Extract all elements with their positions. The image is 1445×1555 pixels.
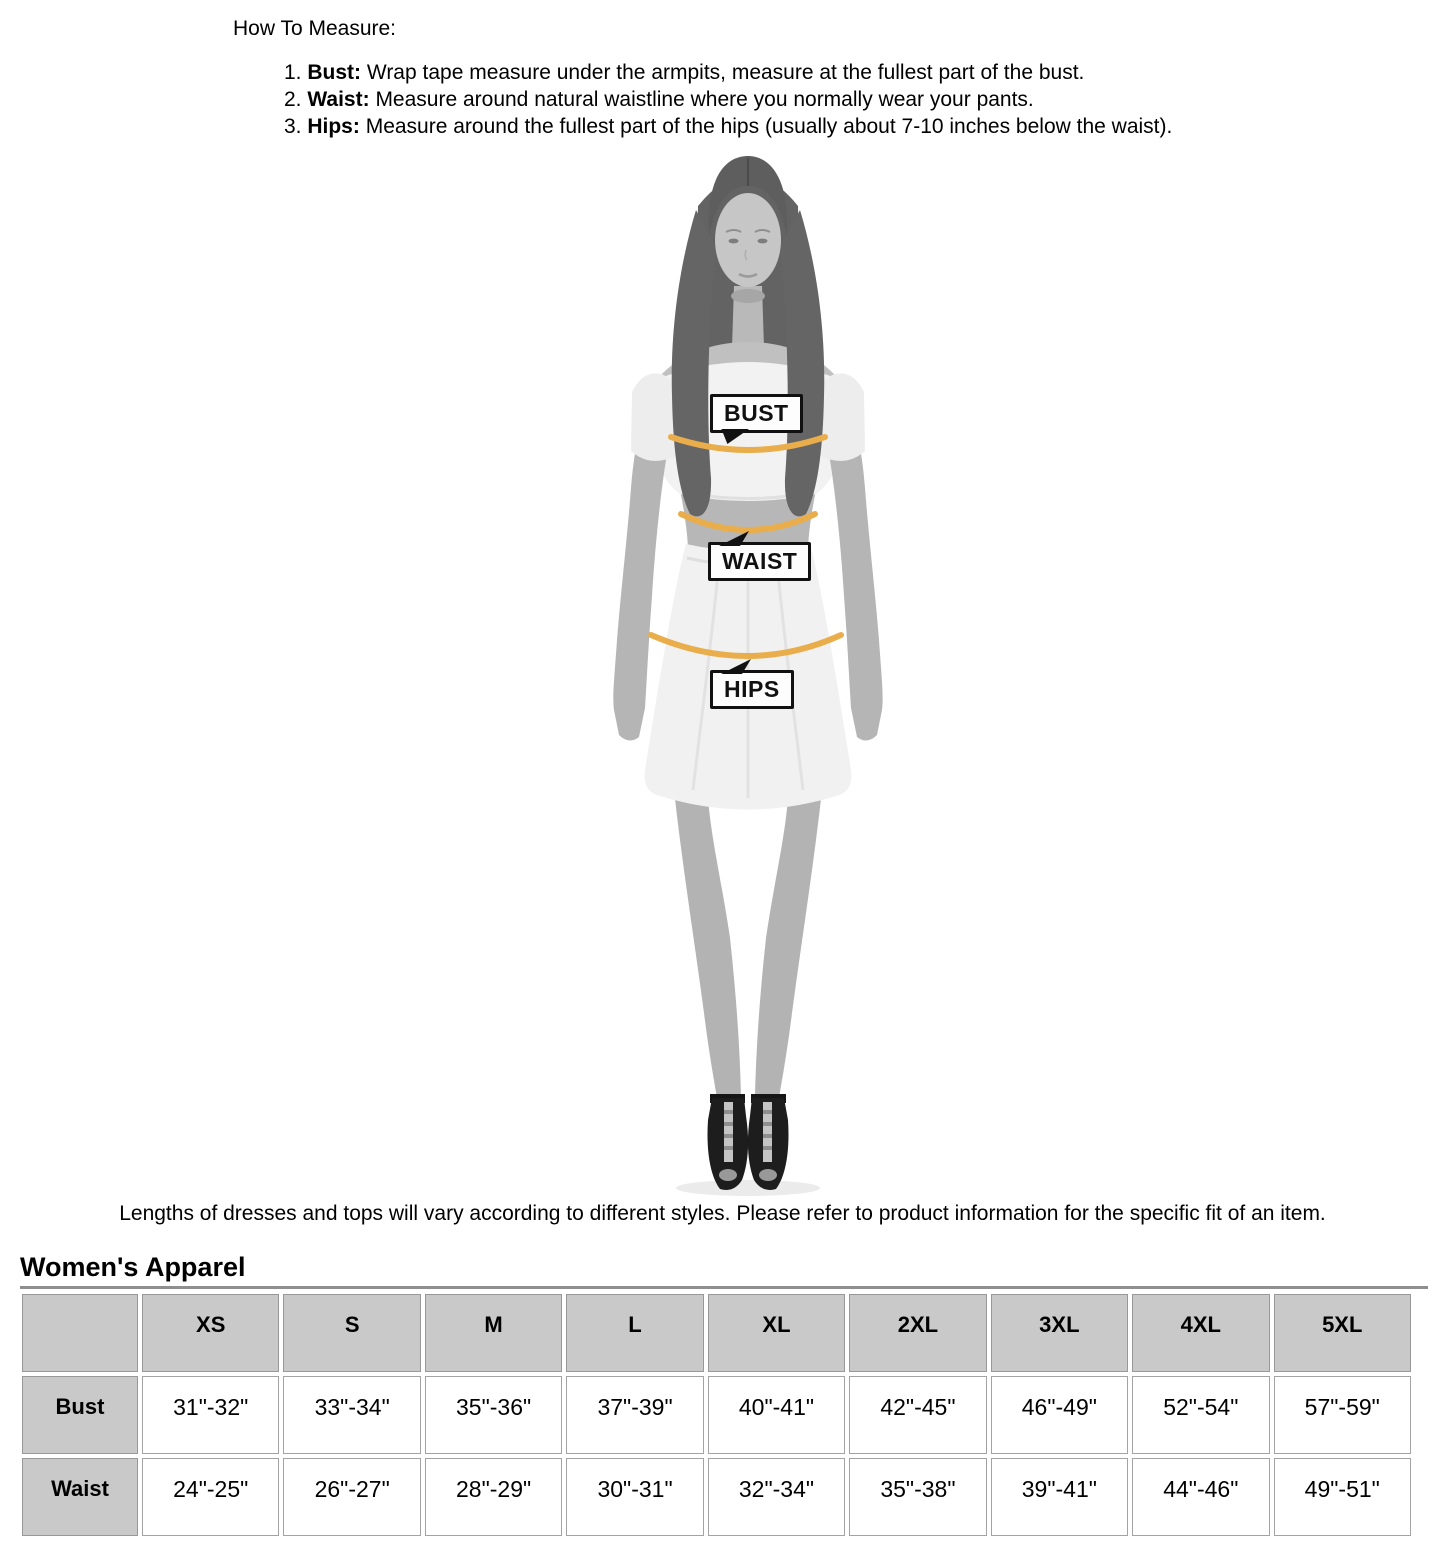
waist-value: 49"-51"	[1274, 1458, 1412, 1536]
hips-label-text: HIPS	[724, 676, 780, 702]
step-number: 2.	[284, 88, 302, 111]
step-text: Measure around the fullest part of the hips (usually about 7-10 inches below the waist).	[365, 115, 1173, 138]
step-number: 1.	[284, 61, 302, 84]
waist-row	[22, 1458, 1411, 1536]
step-number: 3.	[284, 115, 302, 138]
bust-value: 40"-41"	[708, 1376, 845, 1454]
measurement-model-figure	[598, 148, 898, 1198]
row-label-waist: Waist	[22, 1458, 138, 1536]
bust-value: 37"-39"	[566, 1376, 703, 1454]
waist-value: 24"-25"	[142, 1458, 279, 1536]
measure-step-hips	[284, 113, 1172, 140]
bust-value: 52"-54"	[1132, 1376, 1269, 1454]
how-to-measure-steps	[284, 59, 1172, 140]
size-col-header: M	[425, 1294, 562, 1372]
size-corner-cell	[22, 1294, 138, 1372]
waist-value: 30"-31"	[566, 1458, 703, 1536]
model-sleeve-right	[818, 373, 865, 461]
bust-value: 46"-49"	[991, 1376, 1128, 1454]
waist-value: 26"-27"	[283, 1458, 420, 1536]
bust-label-text: BUST	[724, 400, 789, 426]
waist-value: 28"-29"	[425, 1458, 562, 1536]
size-col-header: XS	[142, 1294, 279, 1372]
waist-label-text: WAIST	[722, 548, 798, 574]
model-face	[715, 193, 781, 287]
size-chart-heading: Women's Apparel	[20, 1252, 246, 1282]
model-shoe-right	[748, 1094, 789, 1190]
size-chart-divider	[20, 1286, 1428, 1289]
chin-shadow	[731, 289, 765, 303]
waist-value: 39"-41"	[991, 1458, 1128, 1536]
bust-value: 35"-36"	[425, 1376, 562, 1454]
model-legs	[674, 790, 822, 1098]
bust-value: 57"-59"	[1274, 1376, 1412, 1454]
size-chart-table	[18, 1290, 1415, 1540]
how-to-measure-title: How To Measure:	[233, 17, 397, 40]
step-text: Measure around natural waistline where you normally wear your pants.	[375, 88, 1034, 111]
row-label-bust: Bust	[22, 1376, 138, 1454]
fit-note: Lengths of dresses and tops will vary according to different styles. Please refer to product information for the specific fit of an item.	[119, 1202, 1326, 1225]
bust-value: 42"-45"	[849, 1376, 986, 1454]
size-col-header: 5XL	[1274, 1294, 1412, 1372]
size-col-header: L	[566, 1294, 703, 1372]
measure-step-bust	[284, 59, 1172, 86]
model-shoe-left	[708, 1094, 749, 1190]
size-col-header: 2XL	[849, 1294, 986, 1372]
model-sleeve-left	[631, 373, 678, 461]
step-label: Hips:	[307, 115, 360, 138]
bust-row	[22, 1376, 1411, 1454]
waist-value: 32"-34"	[708, 1458, 845, 1536]
waist-value: 44"-46"	[1132, 1458, 1269, 1536]
measure-step-waist	[284, 86, 1172, 113]
hips-label	[710, 670, 794, 709]
size-col-header: 3XL	[991, 1294, 1128, 1372]
step-label: Bust:	[307, 61, 362, 84]
bust-label	[710, 394, 803, 433]
step-label: Waist:	[307, 88, 370, 111]
waist-value: 35"-38"	[849, 1458, 986, 1536]
bust-value: 31"-32"	[142, 1376, 279, 1454]
size-header-row	[22, 1294, 1411, 1372]
size-col-header: XL	[708, 1294, 845, 1372]
size-col-header: 4XL	[1132, 1294, 1269, 1372]
bust-value: 33"-34"	[283, 1376, 420, 1454]
size-col-header: S	[283, 1294, 420, 1372]
step-text: Wrap tape measure under the armpits, measure at the fullest part of the bust.	[366, 61, 1085, 84]
waist-label	[708, 542, 811, 581]
floor-shadow	[676, 1180, 820, 1196]
